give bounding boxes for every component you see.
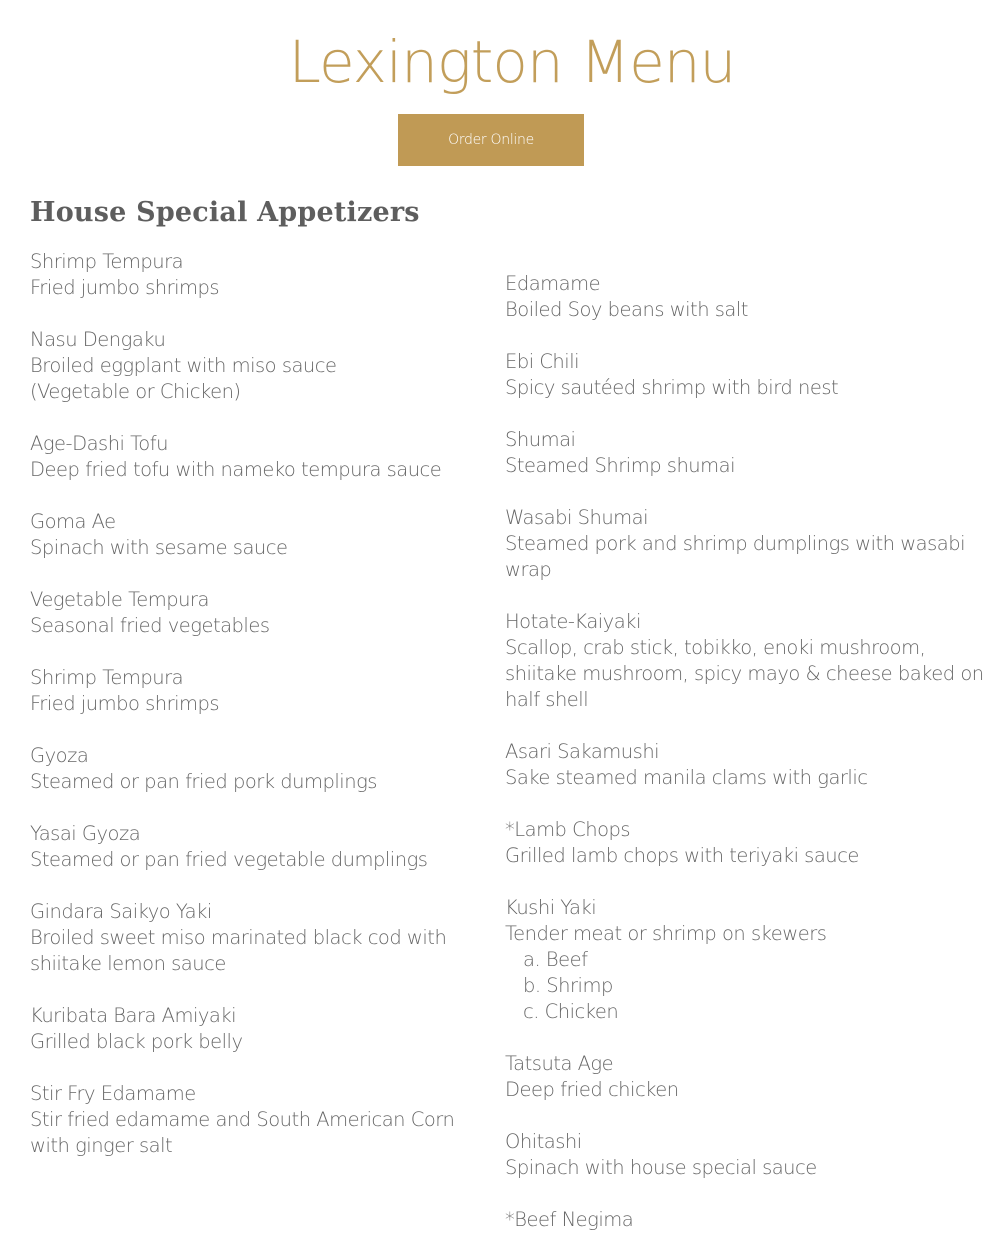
item-name: Shrimp Tempura — [30, 666, 184, 689]
menu-item — [30, 821, 480, 873]
item-name: Stir Fry Edamame — [30, 1082, 196, 1105]
menu-item — [505, 609, 985, 713]
menu-item — [30, 587, 480, 639]
item-name: *Beef Negima — [505, 1208, 634, 1231]
item-description: Steamed pork and shrimp dumplings with wasabi wrap — [505, 532, 966, 581]
item-description: (Vegetable or Chicken) — [30, 380, 241, 403]
item-description: Steamed Shrimp shumai — [505, 454, 736, 477]
menu-item — [505, 895, 985, 1025]
menu-item — [30, 743, 480, 795]
item-name: Edamame — [505, 272, 601, 295]
menu-item — [505, 1051, 985, 1103]
item-name: Asari Sakamushi — [505, 740, 660, 763]
item-name: Age-Dashi Tofu — [30, 432, 168, 455]
item-option: c. Chicken — [523, 1000, 619, 1023]
menu-item — [505, 739, 985, 791]
item-name: Wasabi Shumai — [505, 506, 649, 529]
item-description: Grilled black pork belly — [30, 1030, 243, 1053]
menu-item — [505, 1129, 985, 1181]
item-description: Seasonal fried vegetables — [30, 614, 270, 637]
menu-item — [30, 1081, 480, 1159]
menu-item — [30, 899, 480, 977]
menu-item — [30, 1003, 480, 1055]
item-name: Shumai — [505, 428, 576, 451]
menu-item — [505, 505, 985, 583]
item-name: Hotate-Kaiyaki — [505, 610, 641, 633]
item-description: Spinach with sesame sauce — [30, 536, 288, 559]
item-name: Yasai Gyoza — [30, 822, 141, 845]
item-name: Nasu Dengaku — [30, 328, 166, 351]
menu-item — [505, 271, 985, 323]
item-description: Steamed or pan fried pork dumplings — [30, 770, 377, 793]
menu-item — [30, 431, 480, 483]
menu-item — [30, 327, 480, 405]
item-description: Deep fried tofu with nameko tempura sauce — [30, 458, 442, 481]
item-description: Tender meat or shrimp on skewers — [505, 922, 827, 945]
item-description: Spinach with house special sauce — [505, 1156, 817, 1179]
menu-item — [30, 249, 480, 301]
item-description: Steamed or pan fried vegetable dumplings — [30, 848, 428, 871]
item-description: Spicy sautéed shrimp with bird nest — [505, 376, 839, 399]
item-description: Grilled lamb chops with teriyaki sauce — [505, 844, 859, 867]
item-name: Ebi Chili — [505, 350, 580, 373]
item-name: Tatsuta Age — [505, 1052, 614, 1075]
menu-item — [505, 817, 985, 869]
menu-item — [30, 665, 480, 717]
menu-item — [505, 349, 985, 401]
item-option: b. Shrimp — [523, 974, 613, 997]
item-name: Gyoza — [30, 744, 89, 767]
item-description: Broiled sweet miso marinated black cod with shiitake lemon sauce — [30, 926, 447, 975]
item-description: Deep fried chicken — [505, 1078, 679, 1101]
menu-item — [505, 427, 985, 479]
page-title: Lexington Menu — [288, 28, 736, 96]
right-menu-column — [505, 271, 985, 1259]
item-description: Stir fried edamame and South American Corn with ginger salt — [30, 1108, 455, 1157]
item-name: Kuribata Bara Amiyaki — [30, 1004, 237, 1027]
item-name: Vegetable Tempura — [30, 588, 209, 611]
menu-item — [30, 509, 480, 561]
item-name: Goma Ae — [30, 510, 116, 533]
item-name: Gindara Saikyo Yaki — [30, 900, 212, 923]
item-name: Shrimp Tempura — [30, 250, 184, 273]
item-description: Fried jumbo shrimps — [30, 276, 220, 299]
item-description: Scallop, crab stick, tobikko, enoki mushroom, shiitake mushroom, spicy mayo & cheese baked on half shell — [505, 636, 984, 711]
order-online-button[interactable]: Order Online — [398, 114, 584, 166]
item-name: Ohitashi — [505, 1130, 582, 1153]
item-description: Boiled Soy beans with salt — [505, 298, 748, 321]
item-description: Sake steamed manila clams with garlic — [505, 766, 868, 789]
item-option: a. Beef — [523, 948, 588, 971]
menu-item — [505, 1207, 985, 1233]
section-title: House Special Appetizers — [30, 197, 420, 228]
item-description: Fried jumbo shrimps — [30, 692, 220, 715]
item-name: *Lamb Chops — [505, 818, 631, 841]
item-name: Kushi Yaki — [505, 896, 597, 919]
left-menu-column — [30, 249, 480, 1185]
item-description: Broiled eggplant with miso sauce — [30, 354, 337, 377]
